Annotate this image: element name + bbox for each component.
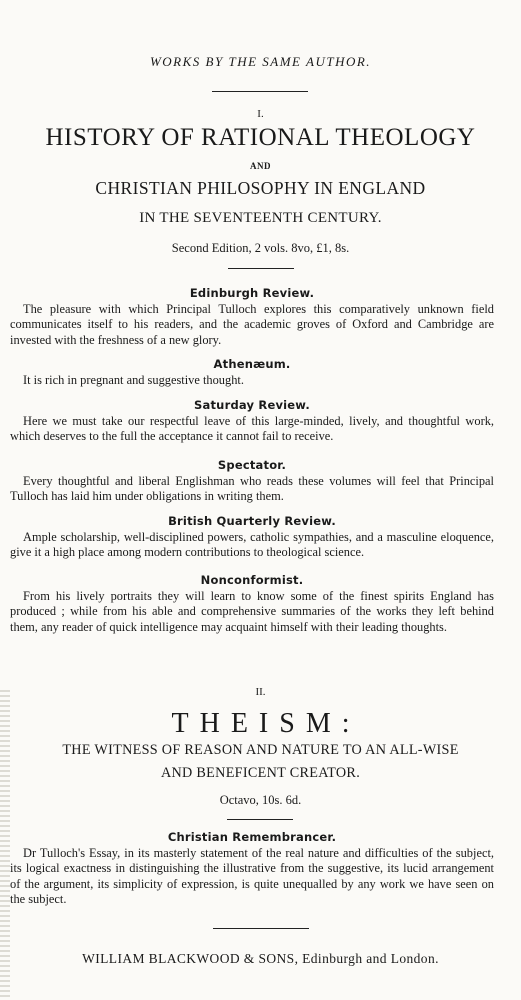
- book1-numeral: I.: [257, 108, 264, 120]
- book2-subtitle-line1: THE WITNESS OF REASON AND NATURE TO AN ALL-WISE: [62, 742, 459, 758]
- review-source: Edinburgh Review.: [189, 286, 315, 300]
- review-source: Spectator.: [217, 458, 287, 472]
- book1-title-and: AND: [250, 161, 271, 171]
- book1-title-line1: HISTORY OF RATIONAL THEOLOGY: [45, 124, 476, 151]
- review-christian-remembrancer: [10, 830, 494, 907]
- review-source: Nonconformist.: [200, 573, 304, 587]
- review-quote: From his lively portraits they will learn to know some of the finest spirits England has produced ; while from his able and comprehensive summaries of the works they left behind them, any reader of quick intelligence may acquaint himself with their leading thoughts.: [10, 589, 494, 634]
- review-source: Christian Remembrancer.: [167, 830, 337, 844]
- book1-rule: [228, 268, 294, 269]
- review-quote: The pleasure with which Principal Tulloch explores this comparatively unknown field communicates itself to his readers, and the academic groves of Oxford and Cambridge are invested with the freshness of a new glory.: [10, 302, 494, 347]
- book2-edition: Octavo, 10s. 6d.: [219, 793, 302, 807]
- review-british-quarterly: [10, 514, 494, 561]
- review-source: Athenæum.: [213, 357, 291, 371]
- review-source: British Quarterly Review.: [168, 514, 336, 528]
- review-quote: Every thoughtful and liberal Englishman who reads these volumes will feel that Principal Tulloch has laid him under obligations in writing them.: [10, 474, 494, 504]
- review-quote: Ample scholarship, well-disciplined powers, catholic sympathies, and a masculine eloquence, give it a high place among modern contributions to theological science.: [10, 530, 494, 560]
- review-quote: Here we must take our respectful leave of this large-minded, lively, and thoughtful work, which deserves to the full the acceptance it cannot fail to receive.: [10, 414, 494, 444]
- book2-rule: [227, 819, 293, 820]
- review-source: Saturday Review.: [194, 398, 310, 412]
- footer-rule: [213, 928, 309, 929]
- header-rule: [212, 91, 308, 92]
- book2-title: THEISM:: [171, 708, 361, 739]
- works-by-author-header: WORKS BY THE SAME AUTHOR.: [149, 54, 372, 69]
- book1-title-line3: IN THE SEVENTEENTH CENTURY.: [139, 210, 382, 226]
- review-spectator: [10, 458, 494, 505]
- book2-subtitle-line2: AND BENEFICENT CREATOR.: [160, 765, 361, 781]
- review-nonconformist: [10, 573, 494, 635]
- review-athenaeum: [10, 357, 494, 388]
- review-quote: Dr Tulloch's Essay, in its masterly statement of the real nature and difficulties of the subject, its logical exactness in distinguishing the illustrative from the suggestive, its lucid arrangement of the argument, its simplicity of expression, is quite unequalled by any work we have seen on the subject.: [10, 846, 494, 906]
- review-saturday: [10, 398, 494, 445]
- book1-edition: Second Edition, 2 vols. 8vo, £1, 8s.: [171, 241, 350, 255]
- publisher-imprint: WILLIAM BLACKWOOD & SONS, Edinburgh and London.: [82, 951, 439, 966]
- book1-title-line2: CHRISTIAN PHILOSOPHY IN ENGLAND: [95, 178, 426, 198]
- review-edinburgh: [10, 286, 494, 348]
- review-quote: It is rich in pregnant and suggestive thought.: [23, 373, 244, 388]
- book2-numeral: II.: [255, 686, 266, 698]
